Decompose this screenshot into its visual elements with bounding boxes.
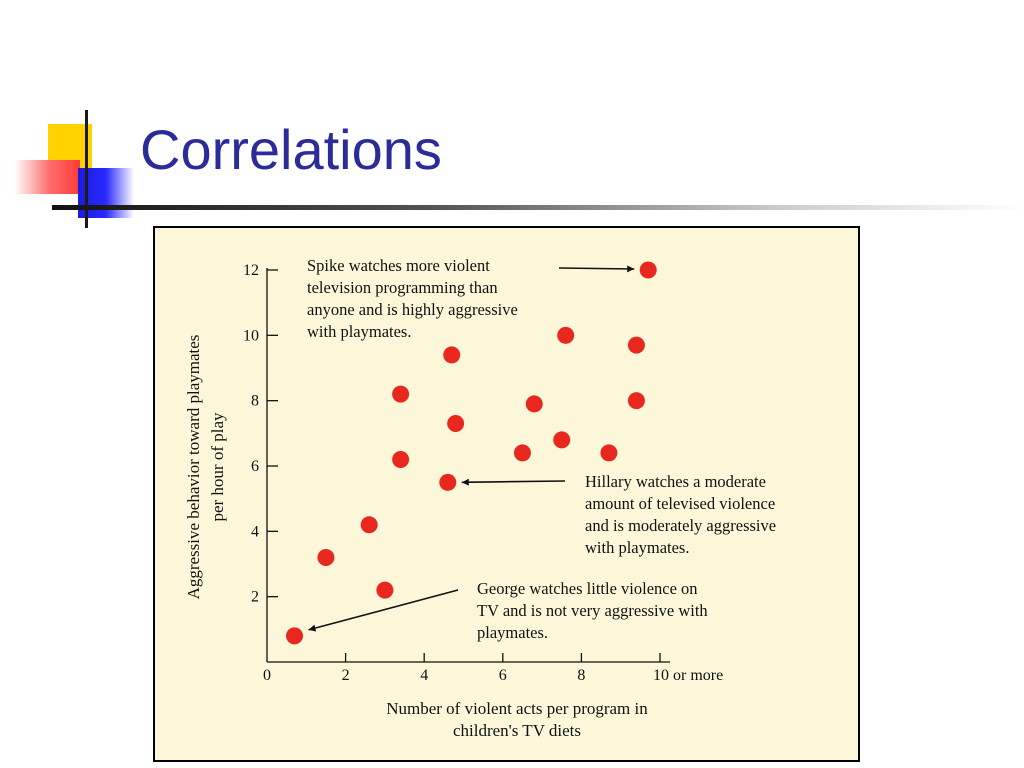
x-tick-label: 8: [577, 667, 586, 684]
chart-annotations: [307, 256, 776, 642]
data-point: [447, 415, 464, 432]
title-underline: [52, 205, 1024, 210]
x-tick-label: 6: [498, 667, 507, 684]
data-point: [628, 337, 645, 354]
annotation-line: George watches little violence on: [477, 579, 698, 598]
y-tick-label: 2: [251, 588, 259, 606]
y-axis-label: per hour of play: [208, 412, 227, 522]
data-point: [553, 431, 570, 448]
y-tick-label: 6: [251, 458, 259, 475]
y-axis-label-group: [184, 335, 227, 600]
x-axis-label: Number of violent acts per program in: [386, 699, 648, 718]
data-point: [443, 346, 460, 363]
annotation-spike: [307, 256, 634, 341]
data-point: [526, 395, 543, 412]
scatter-chart-frame: [153, 226, 860, 762]
slide-logo-decoration: [0, 0, 140, 240]
y-axis-label: Aggressive behavior toward playmates: [184, 334, 203, 600]
data-point: [640, 262, 657, 279]
x-tick-label: 2: [341, 667, 350, 684]
annotation-line: amount of televised violence: [585, 494, 776, 513]
data-point: [376, 582, 393, 599]
annotation-george: [309, 579, 709, 642]
annotation-line: Spike watches more violent: [307, 256, 490, 275]
annotation-line: playmates.: [477, 623, 549, 642]
data-point: [286, 627, 303, 644]
annotation-line: anyone and is highly aggressive: [307, 300, 518, 319]
data-point: [392, 451, 409, 468]
x-tick-label: 4: [420, 667, 429, 684]
data-point: [600, 444, 617, 461]
data-point: [557, 327, 574, 344]
annotation-hillary: [462, 472, 776, 557]
annotation-arrow: [462, 481, 565, 482]
annotation-arrow: [559, 268, 634, 269]
slide-title: Correlations: [140, 118, 442, 181]
logo-vertical-line: [85, 110, 88, 228]
data-point: [628, 392, 645, 409]
annotation-line: television programming than: [307, 278, 498, 297]
data-point: [361, 516, 378, 533]
y-tick-label: 10: [243, 327, 259, 345]
data-point: [392, 386, 409, 403]
annotation-line: Hillary watches a moderate: [585, 472, 766, 491]
y-tick-label: 8: [251, 392, 259, 410]
x-tick-label: 10 or more: [653, 667, 724, 684]
y-tick-label: 12: [243, 262, 259, 279]
annotation-line: with playmates.: [307, 322, 412, 341]
annotation-line: and is moderately aggressive: [585, 516, 777, 535]
logo-red-square: [14, 160, 80, 194]
annotation-line: with playmates.: [585, 538, 690, 557]
x-axis-label: children's TV diets: [452, 721, 582, 740]
annotation-line: TV and is not very aggressive with: [477, 601, 708, 620]
x-tick-label: 0: [263, 667, 271, 684]
y-tick-label: 4: [251, 523, 259, 541]
data-point: [439, 474, 456, 491]
data-point: [317, 549, 334, 566]
data-point: [514, 444, 531, 461]
scatter-chart: [155, 228, 862, 764]
